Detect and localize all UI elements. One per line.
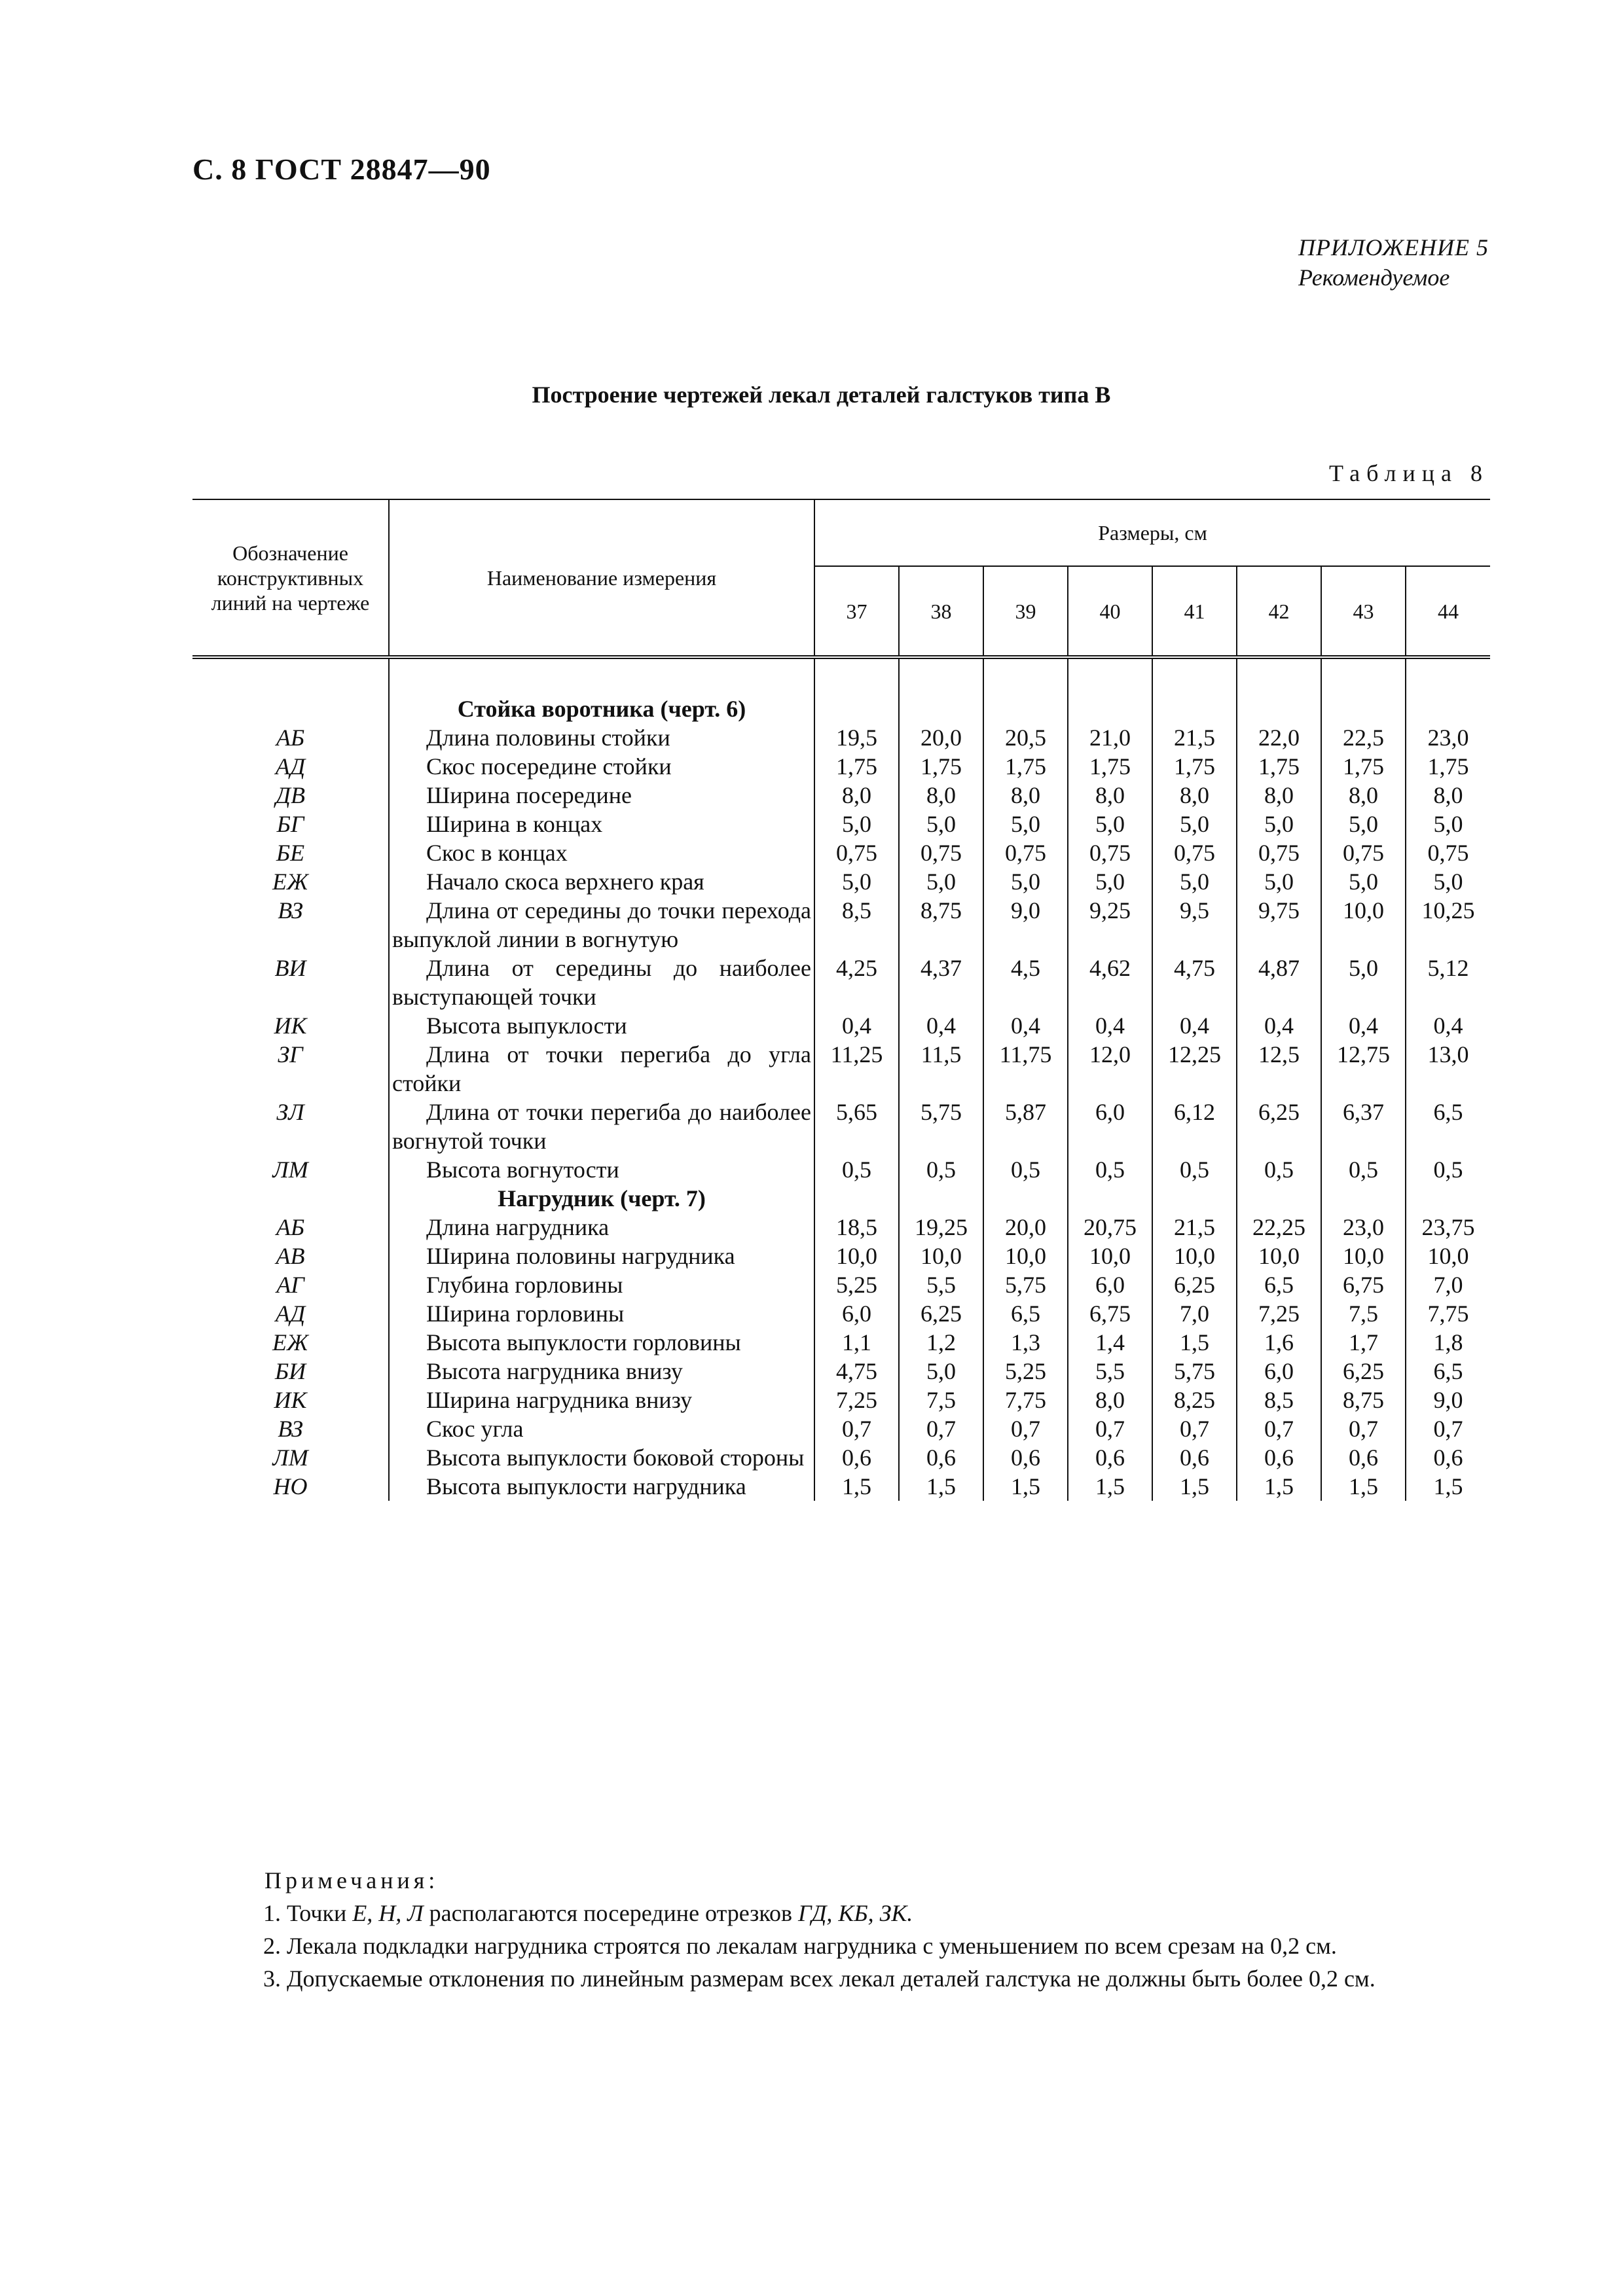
size-value: 13,0: [1406, 1040, 1490, 1098]
size-value: 11,75: [983, 1040, 1068, 1098]
size-value: 12,5: [1237, 1040, 1321, 1098]
size-value: 0,4: [1068, 1011, 1152, 1040]
table-row: [192, 1357, 1490, 1386]
size-value: 0,7: [1321, 1414, 1406, 1443]
size-value: 7,25: [1237, 1299, 1321, 1328]
size-value: 8,0: [814, 781, 899, 810]
size-value: 8,0: [1406, 781, 1490, 810]
measurement-name-text: Высота нагрудника внизу: [426, 1358, 683, 1384]
table-row: [192, 1040, 1490, 1098]
size-value: 20,0: [983, 1213, 1068, 1242]
table-row: [192, 954, 1490, 1011]
size-value: 0,5: [814, 1155, 899, 1184]
section-row: [192, 1184, 1490, 1213]
section-title: Стойка воротника (черт. 6): [389, 694, 814, 723]
size-value: 5,25: [983, 1357, 1068, 1386]
measurement-name: [389, 1386, 814, 1414]
note-1-points: Е, Н, Л: [352, 1900, 424, 1926]
size-value: 0,4: [1152, 1011, 1237, 1040]
size-value: 4,75: [1152, 954, 1237, 1011]
line-code: ВЗ: [278, 897, 303, 924]
size-value: 6,0: [1237, 1357, 1321, 1386]
measurement-name-text: Длина от середины до наиболее выступающей точки: [392, 955, 811, 1010]
size-value: 0,7: [1152, 1414, 1237, 1443]
line-code: ЕЖ: [272, 1329, 308, 1355]
document-title: Построение чертежей лекал деталей галстуков типа В: [532, 382, 1111, 408]
size-value: 0,6: [983, 1443, 1068, 1472]
size-value: 5,0: [1152, 867, 1237, 896]
size-value: 0,5: [1237, 1155, 1321, 1184]
measurement-name-text: Ширина нагрудника внизу: [426, 1387, 693, 1413]
notes-block: [192, 1864, 1489, 1995]
size-value: 1,75: [1152, 752, 1237, 781]
size-value: 0,5: [1068, 1155, 1152, 1184]
size-value: 5,75: [983, 1270, 1068, 1299]
size-value: 6,0: [814, 1299, 899, 1328]
table-row: [192, 781, 1490, 810]
line-code: АГ: [276, 1272, 304, 1298]
size-value: 20,0: [899, 723, 983, 752]
size-value: 20,75: [1068, 1213, 1152, 1242]
size-value: 5,0: [899, 810, 983, 838]
measurement-name-text: Длина от середины до точки перехода выпуклой линии в вогнутую: [392, 897, 811, 952]
col-header-sizes: Размеры, см: [814, 499, 1490, 566]
table-row: [192, 1213, 1490, 1242]
line-code: БИ: [274, 1358, 306, 1384]
measurement-name: [389, 1011, 814, 1040]
line-code: ЗГ: [278, 1041, 303, 1067]
size-value: 5,5: [899, 1270, 983, 1299]
size-value: 7,75: [983, 1386, 1068, 1414]
table-row: [192, 1098, 1490, 1155]
size-value: 6,12: [1152, 1098, 1237, 1155]
size-value: 1,75: [1068, 752, 1152, 781]
size-value: 9,0: [1406, 1386, 1490, 1414]
size-value: 8,0: [1152, 781, 1237, 810]
annex-status: Рекомендуемое: [1298, 264, 1450, 291]
size-value: 5,0: [814, 867, 899, 896]
size-value: 5,0: [1068, 810, 1152, 838]
measurement-name: [389, 723, 814, 752]
size-value: 4,62: [1068, 954, 1152, 1011]
size-value: 0,7: [814, 1414, 899, 1443]
size-value: 6,37: [1321, 1098, 1406, 1155]
size-value: 4,5: [983, 954, 1068, 1011]
size-value: 5,0: [899, 867, 983, 896]
size-value: 10,0: [1237, 1242, 1321, 1270]
size-value: 6,25: [899, 1299, 983, 1328]
measurement-name-text: Скос в концах: [426, 840, 568, 866]
size-value: 8,75: [1321, 1386, 1406, 1414]
size-value: 5,75: [899, 1098, 983, 1155]
size-value: 6,25: [1321, 1357, 1406, 1386]
measurement-name: [389, 1155, 814, 1184]
measurement-name: [389, 1242, 814, 1270]
measurement-name-text: Высота выпуклости: [426, 1013, 627, 1039]
measurement-name: [389, 810, 814, 838]
size-value: 22,5: [1321, 723, 1406, 752]
measurement-name-text: Ширина в концах: [426, 811, 603, 837]
size-value: 5,0: [1321, 954, 1406, 1011]
size-value: 5,0: [983, 867, 1068, 896]
measurement-name: [389, 781, 814, 810]
size-value: 1,75: [1406, 752, 1490, 781]
line-code: АД: [275, 753, 306, 780]
header-separator: [192, 657, 1490, 694]
size-value: 1,7: [1321, 1328, 1406, 1357]
measurement-name-text: Ширина половины нагрудника: [426, 1243, 735, 1269]
size-value: 10,0: [899, 1242, 983, 1270]
measurement-name-text: Ширина горловины: [426, 1300, 625, 1327]
note-2: 2. Лекала подкладки нагрудника строятся по лекалам нагрудника с уменьшением по всем срезам на 0,2 см.: [263, 1933, 1337, 1959]
size-value: 0,7: [1237, 1414, 1321, 1443]
col-header-name: Наименование измерения: [389, 499, 814, 657]
size-value: 5,65: [814, 1098, 899, 1155]
size-value: 5,0: [1406, 810, 1490, 838]
size-value: 0,6: [814, 1443, 899, 1472]
size-value: 5,87: [983, 1098, 1068, 1155]
size-value: 9,0: [983, 896, 1068, 954]
line-code: АВ: [276, 1243, 305, 1269]
table-row: [192, 1386, 1490, 1414]
size-value: 8,25: [1152, 1386, 1237, 1414]
size-value: 0,7: [899, 1414, 983, 1443]
measurement-name-text: Высота выпуклости нагрудника: [426, 1473, 746, 1499]
size-value: 4,25: [814, 954, 899, 1011]
size-value: 0,5: [983, 1155, 1068, 1184]
size-value: 0,75: [983, 838, 1068, 867]
size-value: 10,0: [1406, 1242, 1490, 1270]
size-value: 4,37: [899, 954, 983, 1011]
note-1-text-b: располагаются посередине отрезков: [423, 1900, 799, 1926]
annex-block: [1298, 232, 1489, 293]
table-row: [192, 1472, 1490, 1501]
size-value: 5,12: [1406, 954, 1490, 1011]
measurement-name: [389, 1357, 814, 1386]
line-code: ЛМ: [272, 1444, 308, 1471]
line-code: АБ: [276, 725, 305, 751]
line-code: ВЗ: [278, 1416, 303, 1442]
measurement-name-text: Ширина посередине: [426, 782, 632, 808]
size-value: 5,0: [814, 810, 899, 838]
size-value: 0,4: [1406, 1011, 1490, 1040]
measurement-name-text: Длина нагрудника: [426, 1214, 610, 1240]
size-value: 0,75: [814, 838, 899, 867]
size-value: 1,4: [1068, 1328, 1152, 1357]
size-header: 42: [1237, 566, 1321, 657]
line-code: ЗЛ: [276, 1099, 304, 1125]
size-value: 7,0: [1406, 1270, 1490, 1299]
col-header-code: Обозначение конструктивных линий на чертеже: [192, 499, 389, 657]
measurement-name: [389, 1213, 814, 1242]
size-value: 10,25: [1406, 896, 1490, 954]
measurement-name-text: Высота выпуклости горловины: [426, 1329, 741, 1355]
notes-heading: Примечания:: [264, 1867, 439, 1893]
line-code: НО: [273, 1473, 308, 1499]
measurement-name: [389, 954, 814, 1011]
size-value: 8,5: [814, 896, 899, 954]
size-header: 43: [1321, 566, 1406, 657]
line-code: ЕЖ: [272, 869, 308, 895]
size-value: 6,75: [1068, 1299, 1152, 1328]
size-value: 7,5: [899, 1386, 983, 1414]
size-value: 0,6: [899, 1443, 983, 1472]
size-value: 8,0: [1237, 781, 1321, 810]
measurement-name-text: Длина половины стойки: [426, 725, 670, 751]
size-value: 1,8: [1406, 1328, 1490, 1357]
size-value: 21,5: [1152, 1213, 1237, 1242]
size-value: 7,5: [1321, 1299, 1406, 1328]
size-value: 6,75: [1321, 1270, 1406, 1299]
size-value: 9,75: [1237, 896, 1321, 954]
size-value: 12,75: [1321, 1040, 1406, 1098]
size-value: 8,0: [1068, 1386, 1152, 1414]
size-value: 10,0: [1152, 1242, 1237, 1270]
line-code: ИК: [274, 1387, 307, 1413]
size-value: 8,0: [899, 781, 983, 810]
measurement-name: [389, 1443, 814, 1472]
size-value: 1,5: [1152, 1328, 1237, 1357]
size-value: 22,0: [1237, 723, 1321, 752]
size-value: 7,0: [1152, 1299, 1237, 1328]
size-value: 0,75: [1406, 838, 1490, 867]
size-value: 1,75: [1237, 752, 1321, 781]
size-value: 1,75: [983, 752, 1068, 781]
size-value: 12,25: [1152, 1040, 1237, 1098]
size-value: 10,0: [983, 1242, 1068, 1270]
table-row: [192, 1270, 1490, 1299]
size-value: 8,0: [983, 781, 1068, 810]
line-code: ДВ: [276, 782, 305, 808]
line-code: ВИ: [274, 955, 306, 981]
size-value: 1,6: [1237, 1328, 1321, 1357]
size-value: 1,1: [814, 1328, 899, 1357]
size-value: 0,6: [1152, 1443, 1237, 1472]
size-value: 0,5: [1152, 1155, 1237, 1184]
measurements-table: [192, 499, 1490, 1501]
size-value: 9,5: [1152, 896, 1237, 954]
size-value: 6,25: [1237, 1098, 1321, 1155]
size-value: 1,5: [1068, 1472, 1152, 1501]
size-header: 41: [1152, 566, 1237, 657]
size-value: 8,75: [899, 896, 983, 954]
table-row: [192, 1242, 1490, 1270]
table-row: [192, 1443, 1490, 1472]
size-value: 0,75: [1321, 838, 1406, 867]
size-value: 5,0: [983, 810, 1068, 838]
measurement-name: [389, 1098, 814, 1155]
table-body: [192, 657, 1490, 1501]
size-value: 10,0: [1321, 1242, 1406, 1270]
annex-number: ПРИЛОЖЕНИЕ 5: [1298, 234, 1489, 260]
size-value: 0,6: [1237, 1443, 1321, 1472]
measurement-name-text: Глубина горловины: [426, 1272, 623, 1298]
size-value: 0,6: [1068, 1443, 1152, 1472]
size-value: 1,75: [1321, 752, 1406, 781]
size-value: 10,0: [1321, 896, 1406, 954]
table-row: [192, 1414, 1490, 1443]
size-value: 11,25: [814, 1040, 899, 1098]
size-value: 1,3: [983, 1328, 1068, 1357]
table-row: [192, 867, 1490, 896]
size-value: 11,5: [899, 1040, 983, 1098]
size-value: 8,0: [1068, 781, 1152, 810]
line-code: АБ: [276, 1214, 305, 1240]
size-value: 1,5: [983, 1472, 1068, 1501]
size-value: 5,0: [1068, 867, 1152, 896]
measurement-name: [389, 1040, 814, 1098]
size-value: 19,5: [814, 723, 899, 752]
table-row: [192, 1155, 1490, 1184]
size-value: 22,25: [1237, 1213, 1321, 1242]
size-value: 6,5: [1406, 1357, 1490, 1386]
size-value: 7,25: [814, 1386, 899, 1414]
size-value: 5,0: [899, 1357, 983, 1386]
size-value: 18,5: [814, 1213, 899, 1242]
size-value: 7,75: [1406, 1299, 1490, 1328]
note-1-segments: ГД, КБ, ЗК.: [798, 1900, 913, 1926]
size-value: 5,0: [1152, 810, 1237, 838]
measurement-name-text: Скос посередине стойки: [426, 753, 672, 780]
size-value: 0,4: [814, 1011, 899, 1040]
size-value: 1,2: [899, 1328, 983, 1357]
size-value: 23,0: [1406, 723, 1490, 752]
size-value: 19,25: [899, 1213, 983, 1242]
size-value: 6,5: [1237, 1270, 1321, 1299]
table-row: [192, 896, 1490, 954]
size-value: 0,7: [1406, 1414, 1490, 1443]
size-header: 39: [983, 566, 1068, 657]
size-value: 6,5: [983, 1299, 1068, 1328]
size-header: 38: [899, 566, 983, 657]
measurement-name-text: Длина от точки перегиба до угла стойки: [392, 1041, 811, 1096]
size-value: 4,87: [1237, 954, 1321, 1011]
size-value: 23,0: [1321, 1213, 1406, 1242]
measurement-name: [389, 1299, 814, 1328]
size-value: 6,5: [1406, 1098, 1490, 1155]
size-value: 0,4: [1321, 1011, 1406, 1040]
size-value: 0,4: [983, 1011, 1068, 1040]
size-value: 0,5: [899, 1155, 983, 1184]
size-value: 9,25: [1068, 896, 1152, 954]
size-value: 0,5: [1406, 1155, 1490, 1184]
measurement-name: [389, 1472, 814, 1501]
size-value: 5,0: [1406, 867, 1490, 896]
line-code: ИК: [274, 1013, 307, 1039]
note-1: [192, 1897, 1489, 1929]
size-value: 1,5: [1406, 1472, 1490, 1501]
table-row: [192, 810, 1490, 838]
size-value: 1,5: [1237, 1472, 1321, 1501]
note-3: 3. Допускаемые отклонения по линейным размерам всех лекал деталей галстука не должны быть более 0,2 см.: [263, 1965, 1376, 1992]
section-title: Нагрудник (черт. 7): [389, 1184, 814, 1213]
measurement-name: [389, 896, 814, 954]
measurement-name-text: Высота вогнутости: [426, 1157, 619, 1183]
measurement-name-text: Начало скоса верхнего края: [426, 869, 704, 895]
size-value: 5,0: [1321, 810, 1406, 838]
measurement-name: [389, 838, 814, 867]
size-value: 0,7: [1068, 1414, 1152, 1443]
size-value: 0,6: [1321, 1443, 1406, 1472]
table-row: [192, 752, 1490, 781]
size-header: 44: [1406, 566, 1490, 657]
line-code: АД: [275, 1300, 306, 1327]
table-row: [192, 1328, 1490, 1357]
line-code: БГ: [276, 811, 304, 837]
table-label: Таблица 8: [1329, 460, 1489, 486]
size-value: 1,75: [814, 752, 899, 781]
size-value: 0,6: [1406, 1443, 1490, 1472]
size-value: 6,25: [1152, 1270, 1237, 1299]
measurement-name: [389, 867, 814, 896]
table-row: [192, 838, 1490, 867]
table-row: [192, 1011, 1490, 1040]
size-value: 0,7: [983, 1414, 1068, 1443]
page-header: С. 8 ГОСТ 28847—90: [192, 152, 491, 186]
measurement-name-text: Высота выпуклости боковой стороны: [426, 1444, 805, 1471]
size-header: 40: [1068, 566, 1152, 657]
size-value: 0,4: [1237, 1011, 1321, 1040]
section-row: [192, 694, 1490, 723]
size-value: 1,5: [1321, 1472, 1406, 1501]
size-header: 37: [814, 566, 899, 657]
size-value: 0,4: [899, 1011, 983, 1040]
size-value: 21,0: [1068, 723, 1152, 752]
size-value: 0,75: [1068, 838, 1152, 867]
size-value: 4,75: [814, 1357, 899, 1386]
size-value: 5,0: [1321, 867, 1406, 896]
size-value: 5,25: [814, 1270, 899, 1299]
measurement-name: [389, 752, 814, 781]
size-value: 12,0: [1068, 1040, 1152, 1098]
table-row: [192, 1299, 1490, 1328]
size-value: 1,5: [814, 1472, 899, 1501]
size-value: 5,75: [1152, 1357, 1237, 1386]
size-value: 1,5: [899, 1472, 983, 1501]
size-value: 6,0: [1068, 1098, 1152, 1155]
measurement-name-text: Скос угла: [426, 1416, 524, 1442]
size-value: 21,5: [1152, 723, 1237, 752]
measurement-name: [389, 1270, 814, 1299]
size-value: 8,5: [1237, 1386, 1321, 1414]
size-value: 0,75: [899, 838, 983, 867]
size-value: 10,0: [1068, 1242, 1152, 1270]
size-value: 20,5: [983, 723, 1068, 752]
measurement-name-text: Длина от точки перегиба до наиболее вогнутой точки: [392, 1099, 811, 1154]
line-code: ЛМ: [272, 1157, 308, 1183]
line-code: БЕ: [276, 840, 305, 866]
size-value: 10,0: [814, 1242, 899, 1270]
size-value: 23,75: [1406, 1213, 1490, 1242]
size-value: 5,5: [1068, 1357, 1152, 1386]
size-value: 0,75: [1152, 838, 1237, 867]
table-row: [192, 723, 1490, 752]
size-value: 0,75: [1237, 838, 1321, 867]
note-1-text-a: 1. Точки: [263, 1900, 353, 1926]
measurement-name: [389, 1328, 814, 1357]
size-value: 1,5: [1152, 1472, 1237, 1501]
measurement-name: [389, 1414, 814, 1443]
size-value: 1,75: [899, 752, 983, 781]
size-value: 6,0: [1068, 1270, 1152, 1299]
size-value: 5,0: [1237, 810, 1321, 838]
size-value: 0,5: [1321, 1155, 1406, 1184]
size-value: 5,0: [1237, 867, 1321, 896]
size-value: 8,0: [1321, 781, 1406, 810]
